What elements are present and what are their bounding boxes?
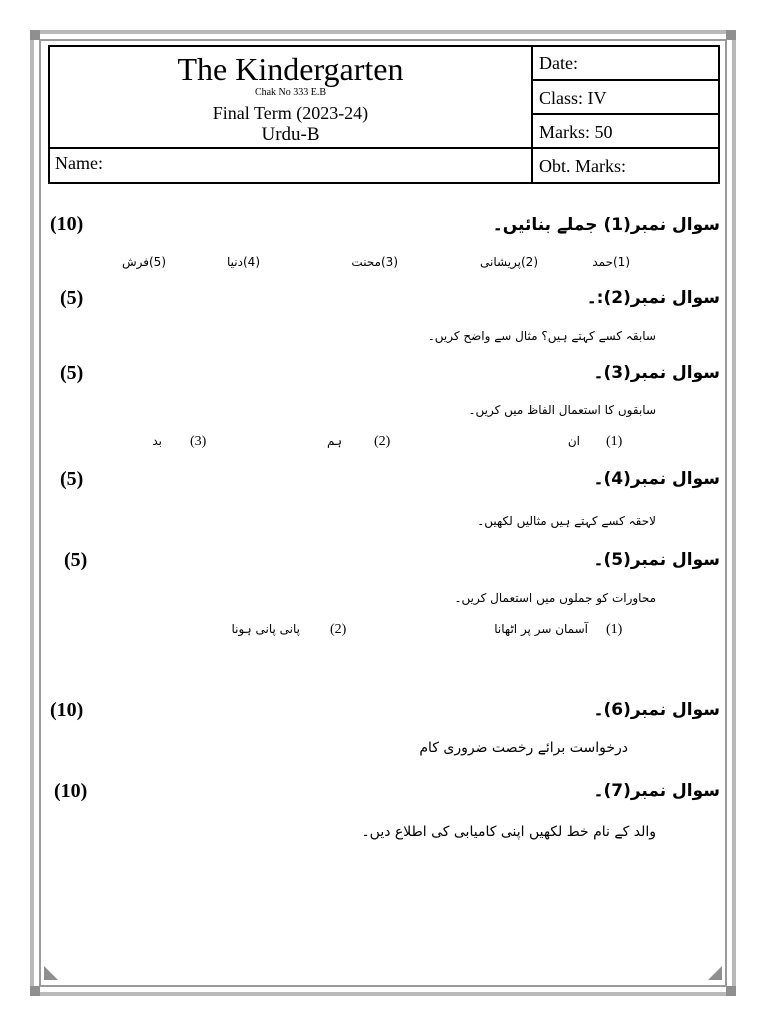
question-2-title: سوال نمبر(2):۔ xyxy=(586,288,720,308)
q3-item-word: بد xyxy=(152,434,162,448)
exam-subject: Urdu-B xyxy=(261,124,320,145)
total-marks-label: Marks: 50 xyxy=(539,122,613,142)
question-5-text: محاورات کو جملوں میں استعمال کریں۔ xyxy=(454,591,656,605)
header-divider xyxy=(531,79,718,81)
q3-item-word: ہم xyxy=(326,434,342,448)
question-3-title: سوال نمبر(3)۔ xyxy=(593,363,720,383)
question-1-marks: (10) xyxy=(50,213,84,235)
question-3-text: سابقوں کا استعمال الفاظ میں کریں۔ xyxy=(468,403,656,417)
q3-item-word: ان xyxy=(567,434,580,448)
q5-item-number: (2) xyxy=(330,622,347,637)
q1-word: (5)فرش xyxy=(121,255,166,269)
obtained-marks-label: Obt. Marks: xyxy=(539,156,626,176)
corner-triangle xyxy=(44,966,58,980)
corner-ornament xyxy=(726,986,736,996)
question-3-marks: (5) xyxy=(60,362,84,384)
school-address: Chak No 333 E.B xyxy=(254,87,327,98)
q3-item-number: (3) xyxy=(190,434,207,449)
question-7-text: والد کے نام خط لکھیں اپنی کامیابی کی اطلاع دیں۔ xyxy=(361,824,656,840)
q3-item-number: (2) xyxy=(374,434,391,449)
question-4-marks: (5) xyxy=(60,468,84,490)
q5-item-idiom: پانی پانی ہونا xyxy=(231,622,300,636)
corner-triangle xyxy=(708,966,722,980)
question-7-title: سوال نمبر(7)۔ xyxy=(593,781,720,801)
question-5-title: سوال نمبر(5)۔ xyxy=(593,550,720,570)
class-field-label: Class: IV xyxy=(539,88,607,108)
question-2-text: سابقہ کسے کہتے ہیں؟ مثال سے واضح کریں۔ xyxy=(427,329,656,343)
exam-term: Final Term (2023-24) xyxy=(212,103,369,123)
corner-ornament xyxy=(30,986,40,996)
q3-item-number: (1) xyxy=(606,434,623,449)
q5-item-number: (1) xyxy=(606,622,623,637)
question-4-title: سوال نمبر(4)۔ xyxy=(593,469,720,489)
school-name: The Kindergarten xyxy=(177,51,404,87)
question-4-text: لاحقہ کسے کہتے ہیں مثالیں لکھیں۔ xyxy=(477,514,656,528)
question-7-marks: (10) xyxy=(54,780,88,802)
question-2-marks: (5) xyxy=(60,287,84,309)
header-divider xyxy=(531,147,718,149)
corner-ornament xyxy=(30,30,40,40)
date-field-label: Date: xyxy=(539,53,578,73)
q1-word: (1)حمد xyxy=(592,255,630,269)
question-5-marks: (5) xyxy=(64,549,88,571)
corner-ornament xyxy=(726,30,736,40)
header-divider xyxy=(531,113,718,115)
header-divider xyxy=(50,147,533,149)
q5-item-idiom: آسمان سر پر اٹھانا xyxy=(494,622,588,636)
name-field-label: Name: xyxy=(55,153,103,173)
question-1-title: سوال نمبر(1) جملے بنائیں۔ xyxy=(492,215,720,235)
question-6-marks: (10) xyxy=(50,699,84,721)
q1-word: (4)دنیا xyxy=(227,255,260,269)
q1-word: (2)پریشانی xyxy=(479,255,538,269)
question-6-text: درخواست برائے رخصت ضروری کام xyxy=(419,740,628,756)
q1-word: (3)محنت xyxy=(351,255,398,269)
exam-header xyxy=(48,45,720,184)
question-6-title: سوال نمبر(6)۔ xyxy=(593,700,720,720)
